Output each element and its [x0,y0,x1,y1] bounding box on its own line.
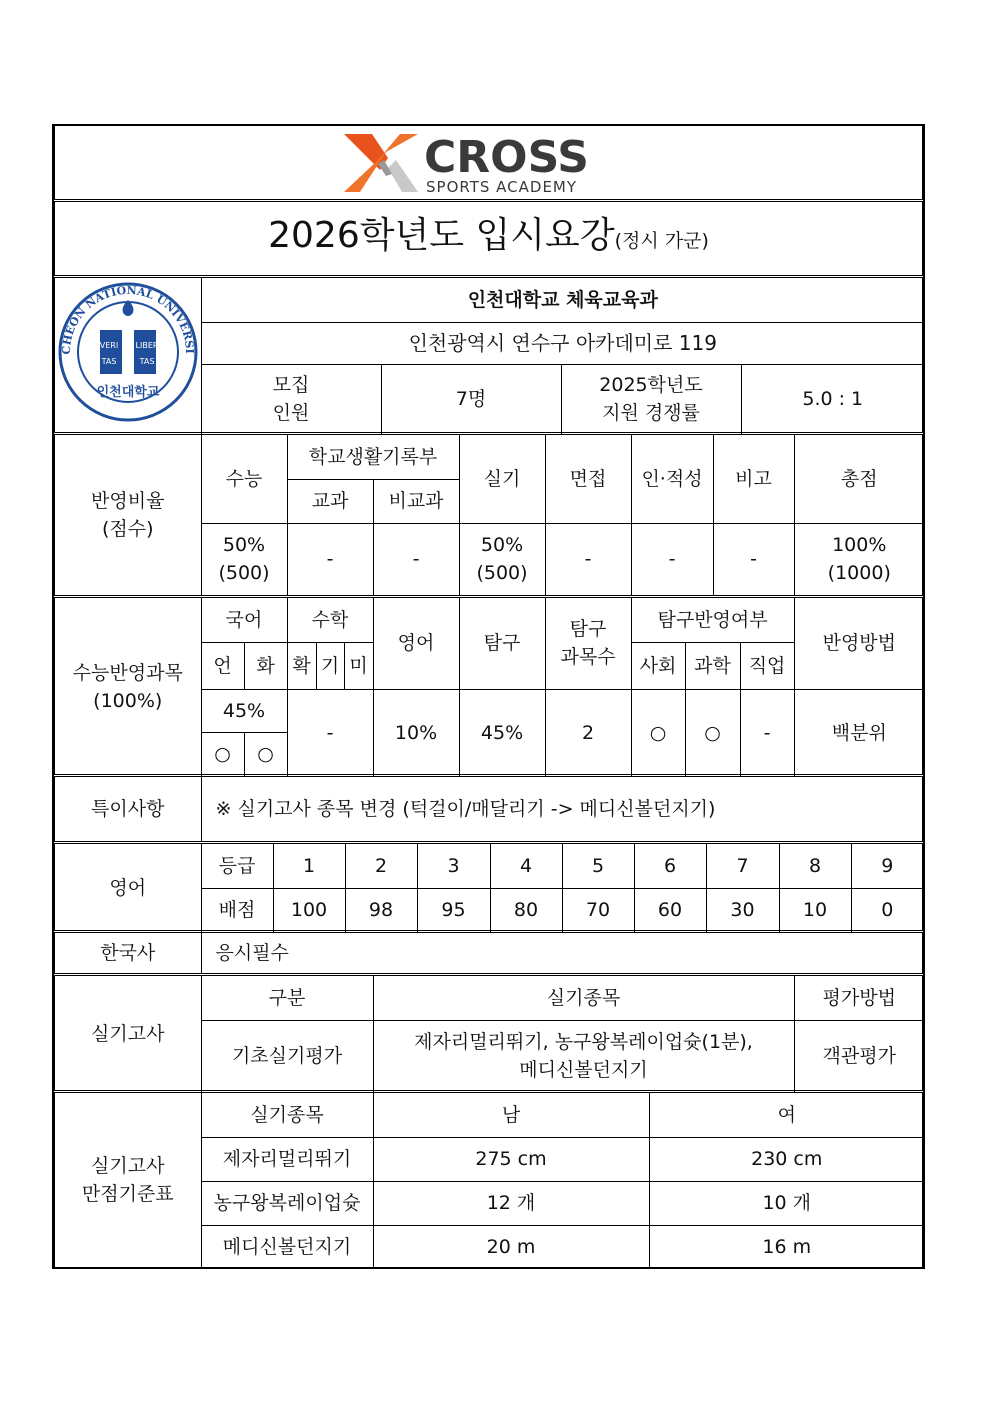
practical-eval-header: 평가방법 [794,976,924,1020]
subj-k2-value: ○ [244,732,287,776]
ratio-total-header: 총점 [794,435,924,523]
subj-korean-header: 국어 [201,598,287,642]
school-section [54,277,923,433]
ratio-subject-value: - [287,523,373,595]
english-grade: 1 [273,844,345,888]
subjects-section [54,597,923,775]
cross-logo-icon [344,130,634,196]
ratio-practical-header: 실기 [459,435,545,523]
notes-section [54,776,923,842]
ratio-suneung-header: 수능 [201,435,287,523]
subj-social-value: ○ [631,689,685,776]
english-grade: 9 [851,844,923,888]
standard-female: 16 m [649,1225,924,1268]
english-score: 98 [345,888,417,932]
english-grade: 5 [562,844,634,888]
subj-english-value: 10% [373,689,459,776]
subj-math-header: 수학 [287,598,373,642]
english-score: 80 [490,888,562,932]
practical-section [54,975,923,1091]
subj-method-value: 백분위 [794,689,924,776]
subj-k2: 화 [244,642,287,689]
logo-brand-text: CROSS [423,131,589,183]
recruit-value: 7명 [381,364,561,434]
logo-section [54,126,923,200]
standard-male: 20 m [373,1225,649,1268]
recruit-label: 모집 인원 [201,364,381,434]
english-grade: 2 [345,844,417,888]
ratio-aptitude-value: - [631,523,713,595]
seal-korean: 인천대학교 [96,384,160,400]
subj-science-header: 과학 [685,642,740,689]
history-text: 응시필수 [201,933,922,973]
standard-male: 275 cm [373,1137,649,1181]
subj-inquiry-value: 45% [459,689,545,776]
ratio-subject-header: 교과 [287,479,373,523]
history-section [54,932,923,974]
notes-text: ※ 실기고사 종목 변경 (턱걸이/매달리기 -> 메디신볼던지기) [201,777,922,841]
seal-motto-4: TAS [139,356,155,366]
ratio-interview-header: 면접 [545,435,631,523]
page-subtitle: (정시 가군) [614,230,709,252]
subj-job-value: - [740,689,794,776]
english-section [54,843,923,931]
ratio-label: 반영비율 (점수) [55,435,201,595]
english-score: 70 [562,888,634,932]
history-label: 한국사 [55,933,201,973]
standard-female: 230 cm [649,1137,924,1181]
notes-label: 특이사항 [55,777,201,841]
standard-female-header: 여 [649,1093,924,1137]
english-grade: 6 [634,844,706,888]
admission-document [52,124,925,1269]
subj-reflect-header: 탐구반영여부 [631,598,794,642]
subj-inquiry-header: 탐구 [459,598,545,689]
subj-k1: 언 [201,642,244,689]
practical-type: 기초실기평가 [201,1020,373,1092]
practical-events: 제자리멀리뛰기, 농구왕복레이업슛(1분), 메디신볼던지기 [373,1020,794,1092]
english-grade: 3 [417,844,490,888]
ratio-etc-header: 비고 [713,435,794,523]
english-grade: 7 [706,844,779,888]
english-grade: 8 [779,844,851,888]
standard-event: 농구왕복레이업슛 [201,1181,373,1225]
ratio-record-header: 학교생활기록부 [287,435,459,479]
ratio-practical-value: 50% (500) [459,523,545,595]
school-name: 인천대학교 체육교육과 [201,278,924,322]
school-address: 인천광역시 연수구 아카데미로 119 [201,322,924,364]
english-score: 100 [273,888,345,932]
standard-male-header: 남 [373,1093,649,1137]
subj-science-value: ○ [685,689,740,776]
standard-event: 메디신볼던지기 [201,1225,373,1268]
seal-motto-1: VERI [99,340,118,350]
competition-label: 2025학년도 지원 경쟁률 [561,364,741,434]
ratio-interview-value: - [545,523,631,595]
seal-cell [55,278,201,434]
subj-method-header: 반영방법 [794,598,924,689]
subj-m1: 확 [287,642,316,689]
english-score-label: 배점 [201,888,273,932]
subj-count-header: 탐구 과목수 [545,598,631,689]
standard-female: 10 개 [649,1181,924,1225]
practical-events-header: 실기종목 [373,976,794,1020]
page-title: 2026학년도 입시요강 [268,215,615,256]
english-score: 60 [634,888,706,932]
ratio-non-header: 비교과 [373,479,459,523]
subj-m3: 미 [344,642,373,689]
ratio-non-value: - [373,523,459,595]
english-grade-label: 등급 [201,844,273,888]
seal-motto-3: TAS [101,356,117,366]
ratio-section [54,434,923,596]
standard-event: 제자리멀리뛰기 [201,1137,373,1181]
english-score: 10 [779,888,851,932]
subj-count-value: 2 [545,689,631,776]
subj-korean-value: 45% [201,689,287,732]
ratio-total-value: 100% (1000) [794,523,924,595]
subjects-label: 수능반영과목 (100%) [55,598,201,776]
seal-text: CHEON NATIONAL UNIVERSI [59,283,196,355]
ratio-aptitude-header: 인·적성 [631,435,713,523]
standard-male: 12 개 [373,1181,649,1225]
title-section [54,201,923,276]
subj-social-header: 사회 [631,642,685,689]
subj-job-header: 직업 [740,642,794,689]
practical-type-header: 구분 [201,976,373,1020]
ratio-suneung-value: 50% (500) [201,523,287,595]
english-label: 영어 [55,844,201,932]
practical-label: 실기고사 [55,976,201,1092]
english-score: 95 [417,888,490,932]
standard-section [54,1092,923,1267]
standard-label: 실기고사 만점기준표 [55,1093,201,1268]
university-seal-icon [56,280,200,424]
english-score: 30 [706,888,779,932]
ratio-etc-value: - [713,523,794,595]
logo-tagline-text: SPORTS ACADEMY [425,177,577,196]
practical-eval: 객관평가 [794,1020,924,1092]
subj-english-header: 영어 [373,598,459,689]
subj-m2: 기 [316,642,344,689]
competition-value: 5.0 : 1 [741,364,924,434]
english-score: 0 [851,888,923,932]
subj-math-value: - [287,689,373,776]
standard-event-header: 실기종목 [201,1093,373,1137]
seal-motto-2: LIBER [135,340,159,350]
english-grade: 4 [490,844,562,888]
subj-k1-value: ○ [201,732,244,776]
